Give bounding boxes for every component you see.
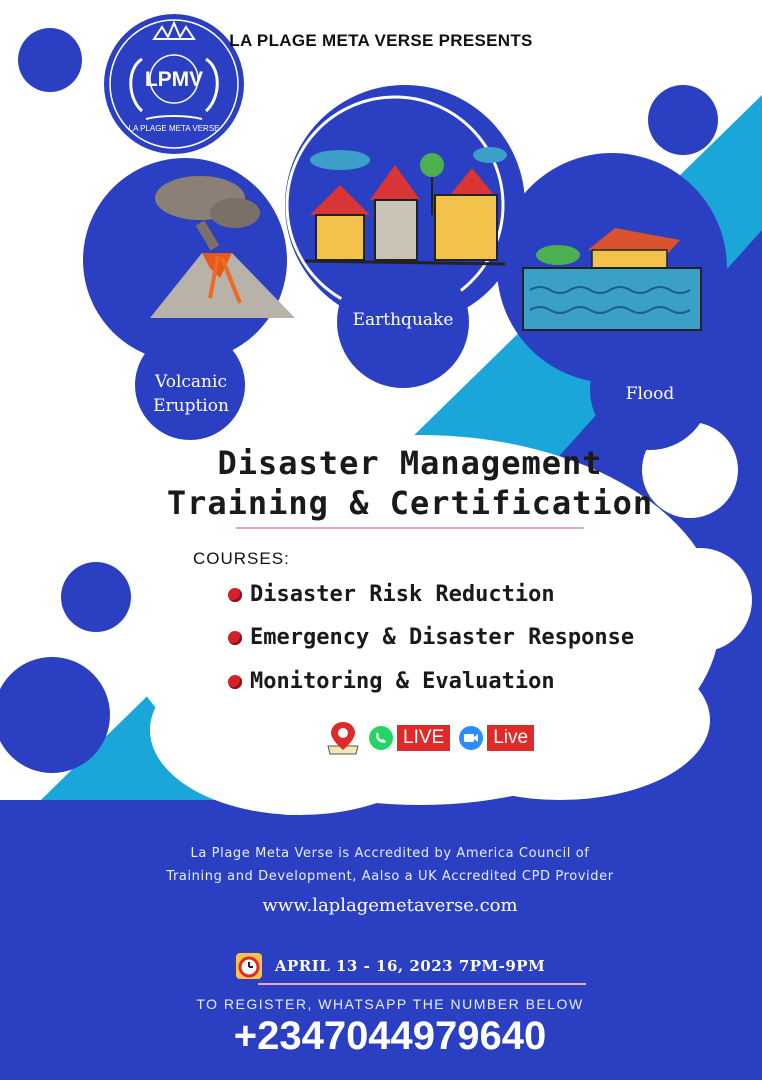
hazard-label-earthquake: Earthquake — [352, 310, 454, 330]
map-pin-icon — [326, 720, 360, 756]
zoom-live — [458, 725, 534, 751]
course-item — [228, 625, 634, 650]
phone-number[interactable]: +2347044979640 — [233, 1014, 547, 1058]
alarm-clock-icon — [235, 952, 263, 980]
bullet-icon — [228, 675, 242, 689]
whatsapp-live — [368, 725, 450, 751]
hazard-label-flood: Flood — [625, 384, 675, 404]
whatsapp-live-badge: LIVE — [397, 725, 450, 751]
presents-heading: LA PLAGE META VERSE PRESENTS — [229, 31, 533, 50]
zoom-icon — [458, 725, 484, 751]
page-title-line2: Training & Certification — [166, 484, 654, 522]
register-instruction: TO REGISTER, WHATSAPP THE NUMBER BELOW — [196, 996, 584, 1012]
courses-heading: COURSES: — [193, 549, 290, 568]
schedule-row — [120, 952, 660, 980]
zoom-live-badge: Live — [487, 725, 534, 751]
page-title-line1: Disaster Management — [217, 444, 603, 482]
website-link[interactable]: www.laplagemetaverse.com — [262, 895, 518, 916]
date-divider — [258, 983, 586, 985]
houses-illustration — [300, 140, 510, 270]
course-label: Emergency & Disaster Response — [250, 625, 635, 650]
whatsapp-icon — [368, 725, 394, 751]
course-label: Monitoring & Evaluation — [250, 669, 555, 694]
hazard-label-volcanic-eruption: Volcanic Eruption — [153, 372, 229, 416]
bullet-icon — [228, 588, 242, 602]
title-divider — [236, 527, 584, 529]
event-date: APRIL 13 - 16, 2023 7PM-9PM — [274, 957, 546, 975]
logo-name: LA PLAGE META VERSE — [128, 124, 220, 133]
course-item — [228, 669, 555, 694]
flooded-house-illustration — [520, 200, 705, 335]
bullet-icon — [228, 631, 242, 645]
accreditation-text: La Plage Meta Verse is Accredited by America Council of Training and Development, Aalso a UK Accredited CPD Provider — [166, 846, 614, 884]
course-item — [228, 582, 555, 607]
platform-icons-row — [326, 720, 534, 756]
volcano-illustration — [140, 168, 300, 328]
course-label: Disaster Risk Reduction — [250, 582, 555, 607]
logo-initials: LPMV — [144, 68, 204, 91]
